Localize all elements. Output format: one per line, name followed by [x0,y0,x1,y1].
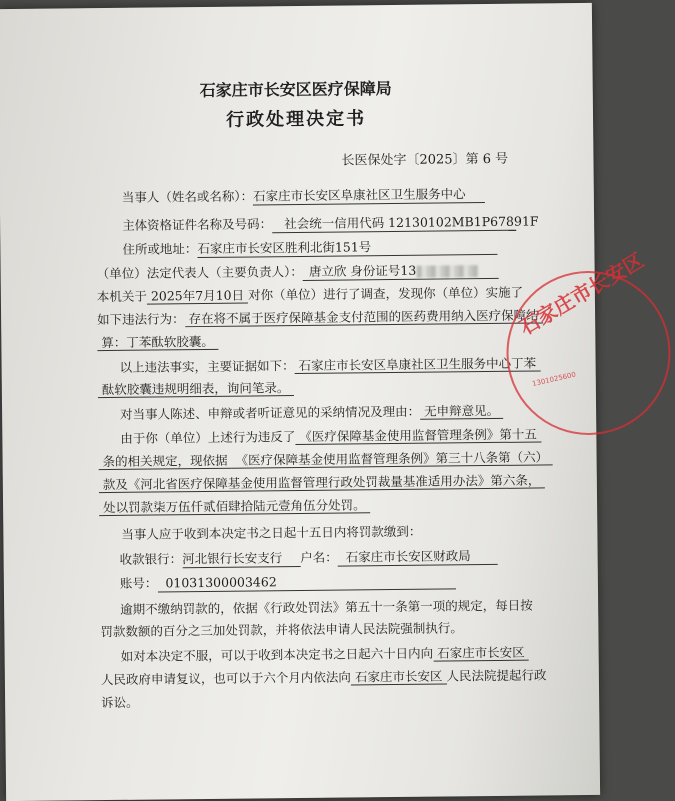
body-line-17: 人民政府申请复议，也可以于六个月内依法向 石家庄市长安区 人民法院提起行政 [100,667,547,688]
document-page [0,3,648,801]
document-number: 长医保处字〔2025〕第 6 号 [341,151,509,169]
body-line-11: 当事人应于收到本决定书之日起十五日内将罚款缴到： [121,523,422,542]
rep-label: （单位）法定代表人（主要负责人）： [96,263,303,282]
body-line-8: 条的相关规定，现依据 《医疗保障基金使用监督管理条例》第三十八条第（六） [99,449,553,470]
cert-value: 社会统一信用代码 12130102MB1P67891F [284,213,539,232]
evidence-text: 石家庄市长安区阜康社区卫生服务中心丁苯 [295,355,541,374]
body-line-9: 款及《河北省医疗保障基金使用监督管理行政处罚裁量基准适用办法》第六条， [99,472,545,493]
party-name-label: 当事人（姓名或名称）： [121,188,254,205]
rep-line [97,262,499,283]
body-line-6: 对当事人陈述、申辩或者听证意见的采纳情况及理由： 无申辩意见。 [120,403,503,423]
redacted-id [416,265,478,278]
body-line-18: 诉讼。 [101,694,139,711]
account-value: 01031300003462 [165,574,277,591]
body-line-2: 如下违法行为： 存在将不属于医疗保障基金支付范围的医药费用纳入医疗保障结 [97,307,543,328]
party-name-line [122,186,485,207]
body-line-14: 逾期不缴纳罚款的，依据《行政处罚法》第五十一条第一项的规定，每日按 [120,597,533,617]
account-name-label: 户名： [300,549,338,565]
cert-label: 主体资格证件名称及号码： [122,216,273,233]
agency-title: 石家庄市长安区医疗保障局 [199,79,392,101]
address-line [122,238,497,259]
body-line-7: 由于你（单位）上述行为违反了 《医疗保障基金使用监督管理条例》第十五 [120,426,541,446]
body-line-3: 算：丁苯酞软胶囊。 [97,334,218,351]
account-line [120,572,456,593]
account-label: 账号： [119,575,158,591]
account-name-value: 石家庄市长安区财政局 [345,548,471,565]
body-line-5: 酞软胶囊违规明细表，询问笔录。 [98,380,294,398]
cert-line [122,213,539,235]
address-label: 住所或地址： [122,241,198,257]
body-line-4: 以上违法事实，主要证据如下： 石家庄市长安区阜康社区卫生服务中心丁苯 [120,355,541,375]
seal-text: 石家庄市长安区 [515,247,648,340]
bank-value: 河北银行长安支行 [182,550,283,567]
body-line-1: 本机关于 2025年7月10日 对你（单位）进行了调查，发现你（单位）实施了 [96,284,524,305]
penalty-text: 处以罚款柒万伍仟贰佰肆拾陆元壹角伍分处罚。 [99,497,370,516]
investigation-date: 2025年7月10日 [147,288,248,305]
defense-opinion: 无申辩意见。 [420,403,503,420]
rep-value: 唐立欣 身份证号13 [308,262,417,279]
violation-text: 存在将不属于医疗保障基金支付范围的医药费用纳入医疗保障结 [185,307,543,327]
bank-line [120,548,498,569]
document-title: 行政处理决定书 [225,108,367,131]
bank-label: 收款银行： [119,551,183,567]
seal-number: 1301025600 [531,370,577,389]
party-name: 石家庄市长安区阜康社区卫生服务中心 [253,186,466,204]
body-line-16: 如对本决定不服，可以于收到本决定书之日起六十日内向 石家庄市长安区 [121,645,529,665]
body-line-15: 罚款数额的百分之三加处罚款，并将依法申请人民法院强制执行。 [100,620,463,640]
body-line-10 [99,497,370,516]
address-value: 石家庄市长安区胜利北街151号 [197,239,372,257]
